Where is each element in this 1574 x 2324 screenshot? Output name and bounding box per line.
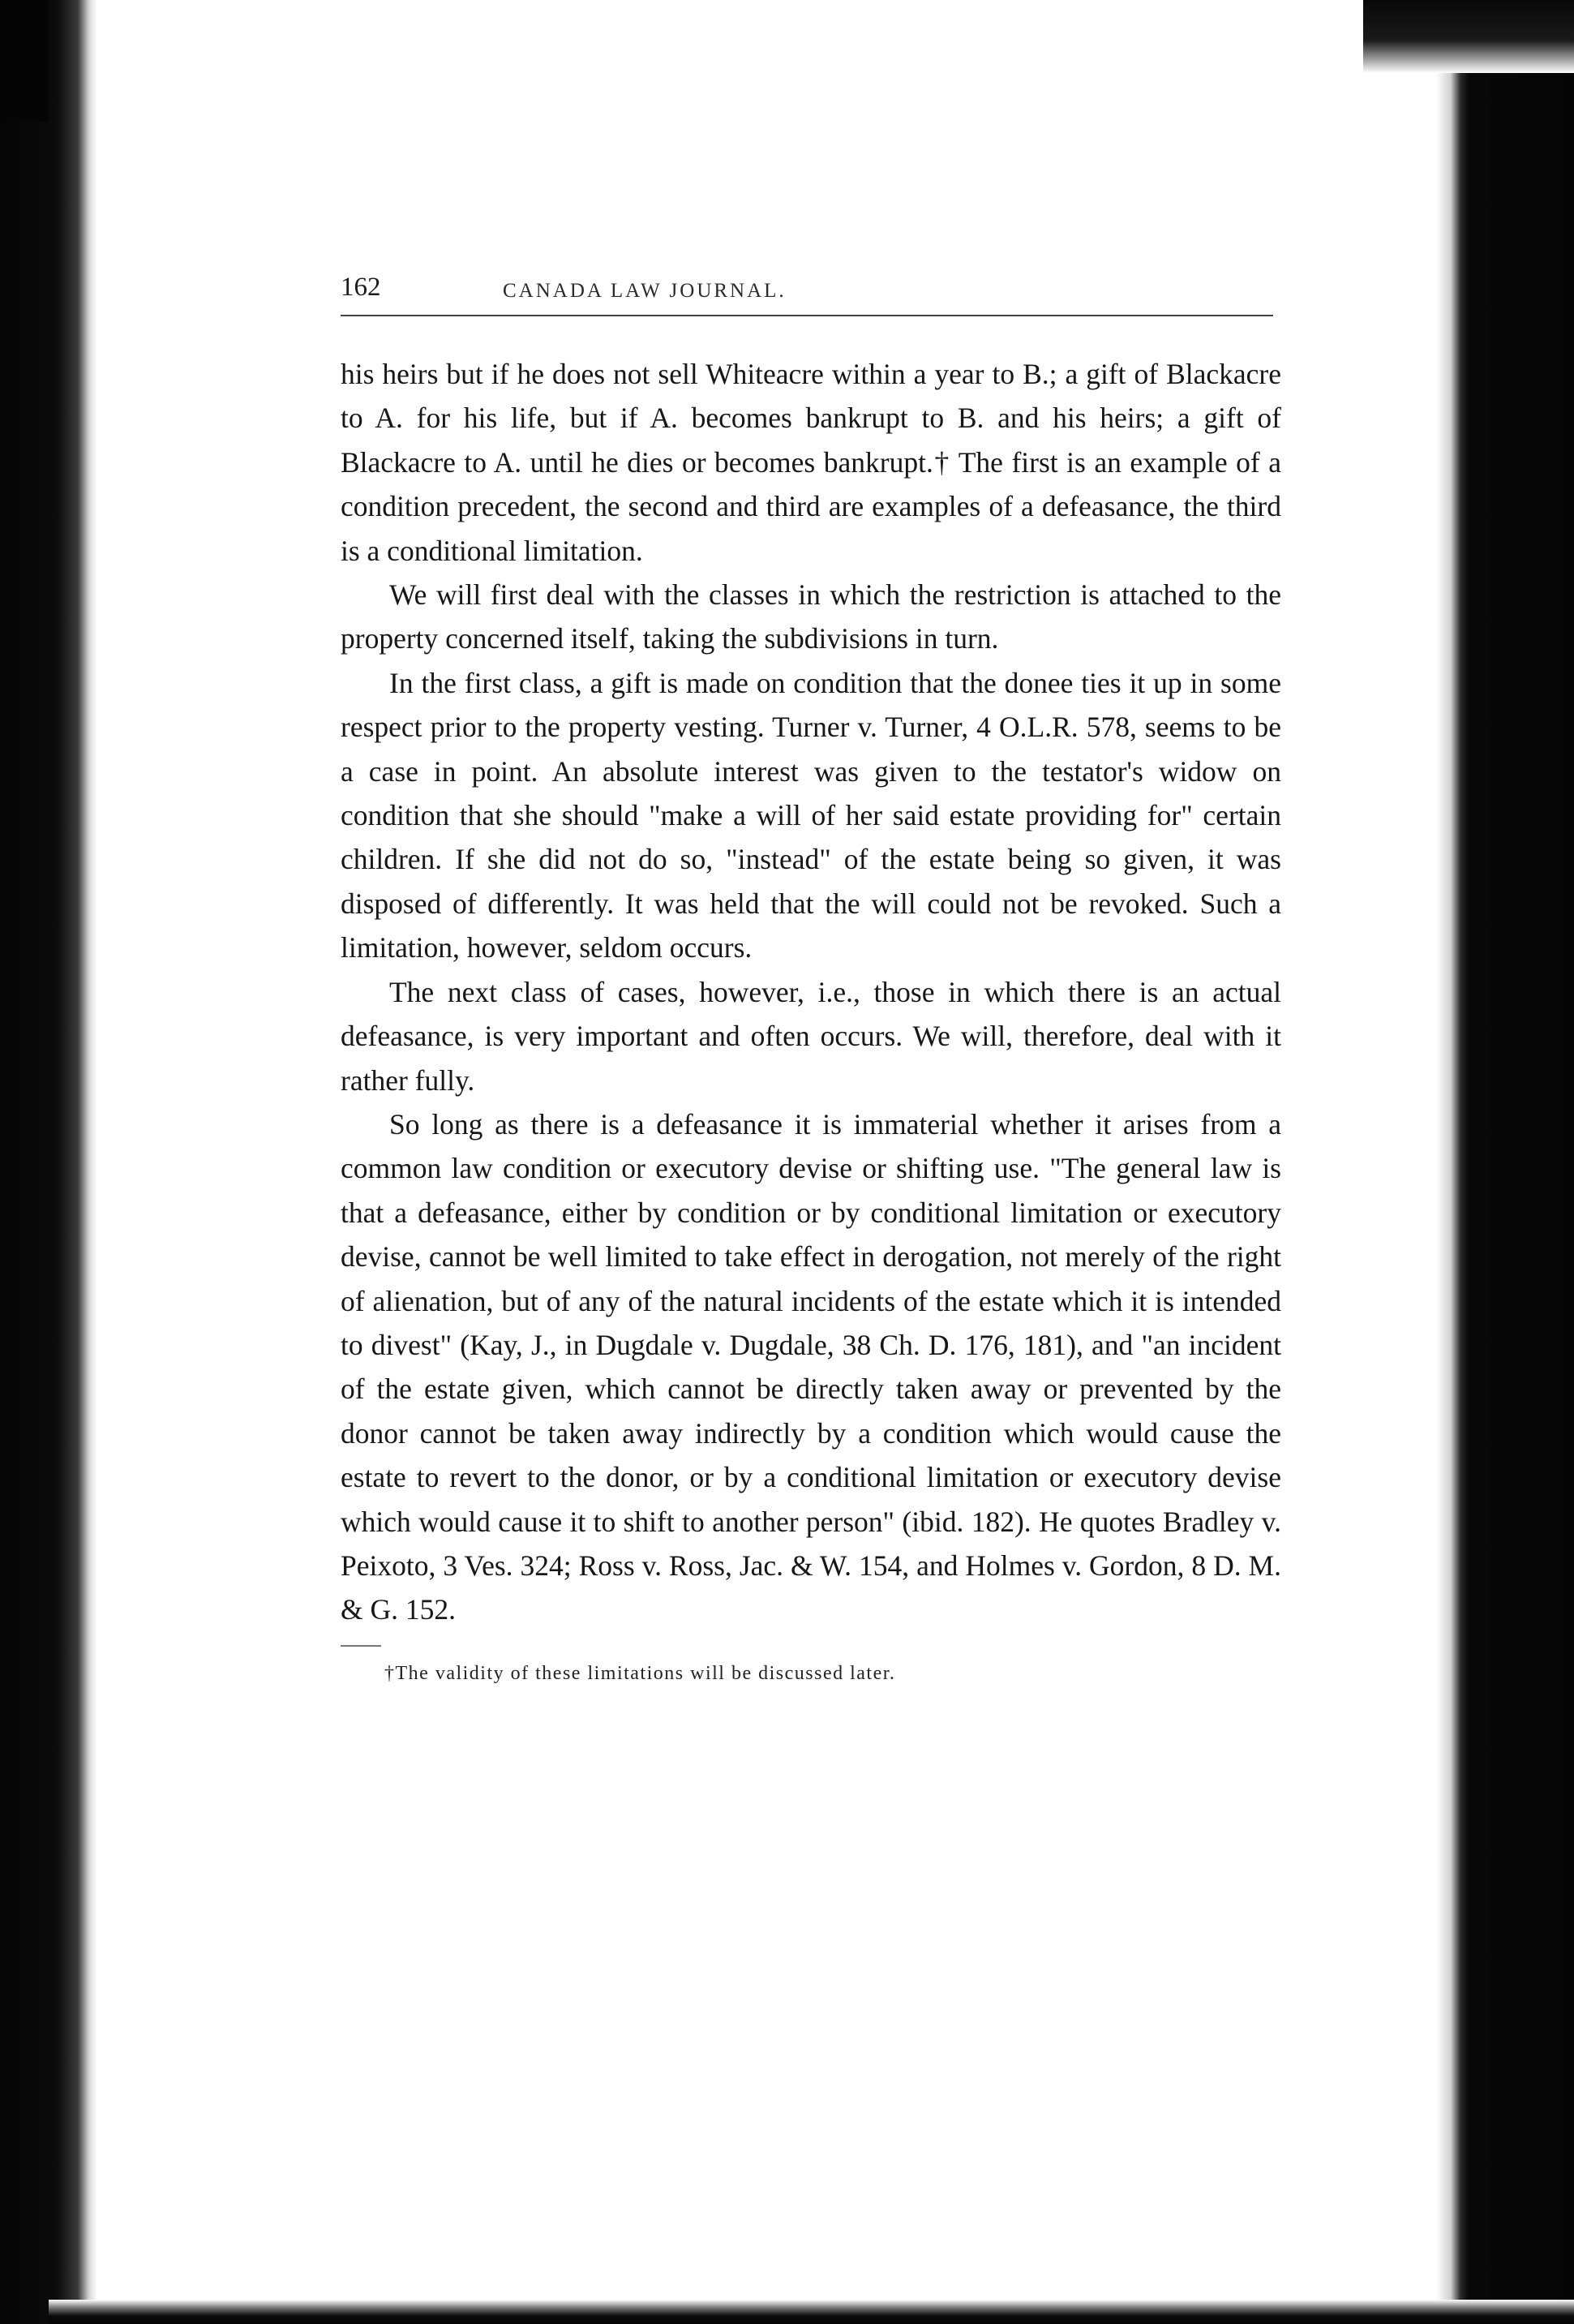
scan-edge-right-top <box>1363 0 1574 73</box>
footnote: †The validity of these limitations will be discussed later. <box>384 1662 896 1684</box>
scan-edge-right <box>1436 0 1574 2324</box>
body-text <box>341 352 1281 1632</box>
journal-title: CANADA LAW JOURNAL. <box>503 280 787 302</box>
scan-edge-left-notch <box>0 0 49 122</box>
scan-edge-left <box>0 0 97 2324</box>
scan-edge-bottom <box>49 2300 1574 2324</box>
journal-page <box>341 268 1281 1686</box>
paragraph-2: We will first deal with the classes in which the restriction is attached to the property concerned itself, taking the subdivisions in turn. <box>341 578 1281 655</box>
header-rule <box>341 315 1273 316</box>
paragraph-1: his heirs but if he does not sell Whiteacre within a year to B.; a gift of Blackacre to A. for his life, but if A. becomes bankrupt to B. and his heirs; a gift of Blackacre to A. until he dies or becomes bankrupt.† The first is an example of a condition precedent, the second and third are examples of a defeasance, the third is a conditional limitation. <box>341 358 1281 567</box>
footnote-rule <box>341 1645 381 1647</box>
paragraph-3: In the first class, a gift is made on condition that the donee ties it up in some respect prior to the property vesting. Turner v. Turner, 4 O.L.R. 578, seems to be a case in point. An absolute interest was given to the testator's widow on condition that she should "make a will of her said estate providing for" certain children. If she did not do so, "instead" of the estate being so given, it was disposed of differently. It was held that the will could not be revoked. Such a limitation, however, seldom occurs. <box>341 666 1281 964</box>
paragraph-4: The next class of cases, however, i.e., those in which there is an actual defeasance, is very important and often occurs. We will, therefore, deal with it rather fully. <box>341 975 1281 1097</box>
running-head <box>341 268 1281 316</box>
paragraph-5: So long as there is a defeasance it is immaterial whether it arises from a common law condition or executory devise or shifting use. "The general law is that a defeasance, either by condition or by conditional limitation or executory devise, cannot be well limited to take effect in derogation, not merely of the right of alienation, but of any of the natural incidents of the estate which it is intended to divest" (Kay, J., in Dugdale v. Dugdale, 38 Ch. D. 176, 181), and "an incident of the estate given, which cannot be directly taken away or prevented by the donor cannot be taken away indirectly by a condition which would cause the estate to revert to the donor, or by a conditional limitation or executory devise which would cause it to shift to another person" (ibid. 182). He quotes Bradley v. Peixoto, 3 Ves. 324; Ross v. Ross, Jac. & W. 154, and Holmes v. Gordon, 8 D. M. & G. 152. <box>341 1107 1281 1626</box>
page-number: 162 <box>341 273 381 302</box>
